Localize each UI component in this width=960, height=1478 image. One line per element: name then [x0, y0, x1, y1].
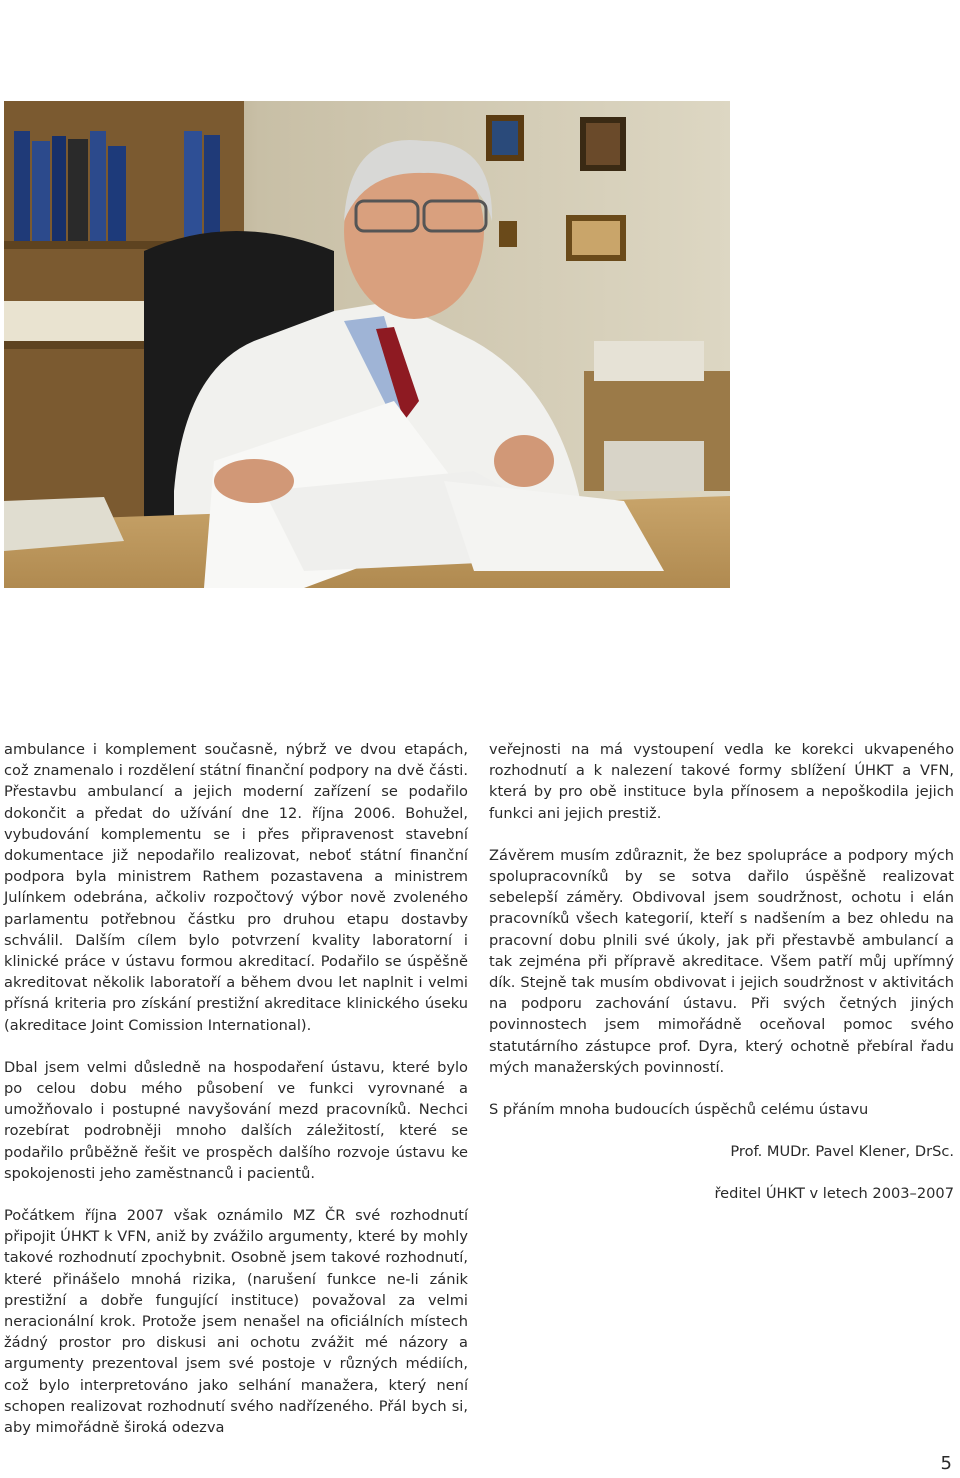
closing-line: S přáním mnoha budoucích úspěchů celému ústavu — [489, 1101, 869, 1119]
photo-man-at-desk-icon — [4, 101, 730, 588]
paragraph: Dbal jsem velmi důsledně na hospodaření ústavu, které bylo po celou dobu mého působení ve funkci vyrovnané a umožňovalo i postupné navyšování mezd pracovníků. Nechci rozebírat podrobněji mnoho dalších záležitostí, které se podařilo průběžně řešit ve prospěch dalšího rozvoje ústavu ke spokojenosti jeho zaměstnanců i pacientů. — [4, 1058, 468, 1182]
portrait-photo — [4, 101, 730, 588]
paragraph: Závěrem musím zdůraznit, že bez spolupráce a podpory mých spolupracovníků by se sotva dařilo úspěšně realizovat sebelepší záměry. Obdivoval jsem soudržnost, ochotu i elán pracovníků všech kategorií, kteří s nadšením a bez ohledu na pracovní dobu plnili své úkoly, jak při přestavbě ambulancí a tak zejména při přípravě akreditace. Všem patří můj upřímný dík. Stejně tak musím obdivovat i jejich soudržnost v aktivitách na podporu zachování ústavu. Při svých četných jiných povinnostech jsem mimořádně oceňoval pomoc svého statutárního zástupce prof. Dyra, který ochotně přebíral řadu mých manažerských povinností. — [489, 846, 954, 1076]
signature-name: Prof. MUDr. Pavel Klener, DrSc. — [730, 1143, 954, 1161]
left-text-column — [4, 739, 468, 1459]
right-text-column — [489, 739, 954, 1226]
paragraph: veřejnosti na má vystoupení vedla ke korekci ukvapeného rozhodnutí a k nalezení takové formy sblížení ÚHKT a VFN, která by pro obě instituce byla přínosem a nepoškodila jejich funkci ani jejich prestiž. — [489, 741, 954, 822]
page-number: 5 — [940, 1453, 952, 1474]
paragraph: ambulance i komplement současně, nýbrž ve dvou etapách, což znamenalo i rozdělení státní finanční podpory na dvě části. Přestavbu ambulancí a jejich moderní zařízení se podařilo dokončit a předat do užívání dne 12. října 2006. Bohužel, vybudování komplementu se i přes připravenost stavební dokumentace již nepodařilo realizovat, neboť státní finanční podpora byla ministrem Rathem pozastavena a ministrem Julínkem odebrána, ačkoliv rozpočtový výbor nově zvoleného parlamentu potřebnou částku pro druhou etapu dostavby schválil. Dalším cílem bylo potvrzení kvality laboratorní i klinické práce v ústavu formou akreditací. Podařilo se úspěšně akreditovat několik laboratoří a během dvou let naplnit i velmi přísná kriteria pro získání prestižní akreditace klinického úseku (akreditace Joint Comission International). — [4, 741, 468, 1034]
signature-role: ředitel ÚHKT v letech 2003–2007 — [714, 1185, 954, 1203]
paragraph: Počátkem října 2007 však oznámilo MZ ČR své rozhodnutí připojit ÚHKT k VFN, aniž by zvážilo argumenty, které by mohly takové rozhodnutí zpochybnit. Osobně jsem takové rozhodnutí, které přinášelo mnohá rizika, (narušení funkce ne-li zánik prestižní a dobře fungující instituce) považoval za velmi neracionální krok. Protože jsem nenašel na oficiálních místech žádný prostor pro diskusi ani ochotu zvážit mé názory a argumenty prezentoval jsem své postoje v různých médiích, což bylo interpretováno jako selhání manažera, který není schopen realizovat rozhodnutí svého nadřízeného. Přál bych si, aby mimořádně široká odezva — [4, 1207, 468, 1437]
